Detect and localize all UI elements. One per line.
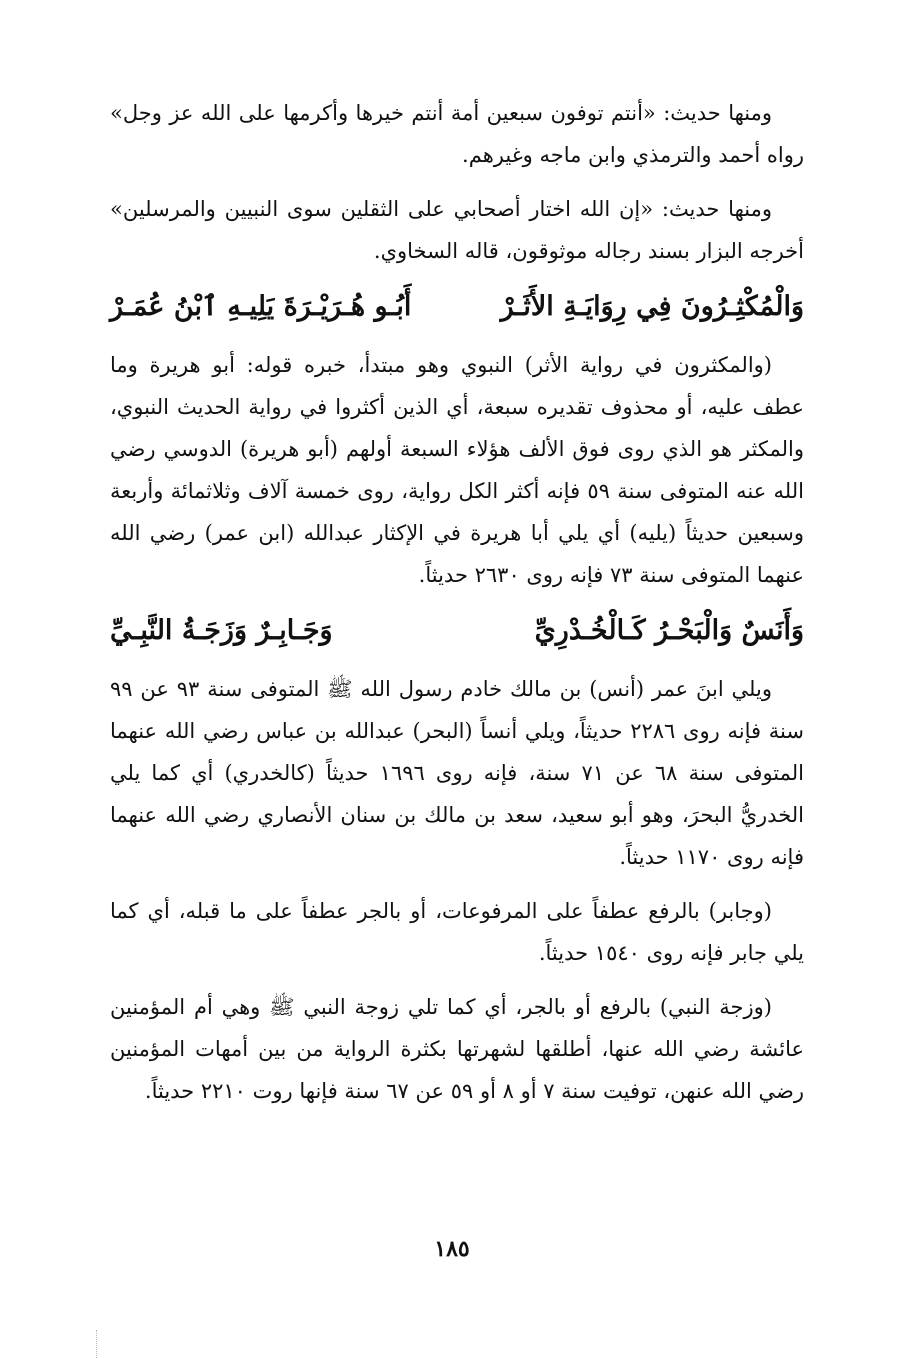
commentary-paragraph-4: (وزجة النبي) بالرفع أو بالجر، أي كما تلي زوجة النبي ﷺ وهي أم المؤمنين عائشة رضي الله عنها، أطلقها لشهرتها بكثرة الرواية من بين أمهات المؤمنين رضي الله عنهن، توفيت سنة ٧ أو ٨ أو ٥٩ عن ٦٧ سنة فإنها روت ٢٢١٠ حديثاً. (110, 995, 804, 1103)
verse-2-first-hemistich: وَأَنَسٌ وَالْبَحْـرُ كَـالْخُـدْرِيِّ (534, 615, 804, 646)
commentary-paragraph-3: (وجابر) بالرفع عطفاً على المرفوعات، أو بالجر عطفاً على ما قبله، أي كما يلي جابر فإنه روى ١٥٤٠ حديثاً. (110, 899, 804, 965)
intro-paragraph-1: ومنها حديث: «أنتم توفون سبعين أمة أنتم خيرها وأكرمها على الله عز وجل» رواه أحمد والترمذي وابن ماجه وغيرهم. (110, 101, 804, 167)
poem-verse-2 (110, 606, 804, 656)
page-body (110, 92, 804, 1112)
intro-paragraph-2: ومنها حديث: «إن الله اختار أصحابي على الثقلين سوى النبيين والمرسلين» أخرجه البزار بسند رجاله موثوقون، قاله السخاوي. (110, 197, 804, 263)
page-number: ١٨٥ (434, 1236, 470, 1262)
scan-margin-mark (96, 1330, 101, 1358)
verse-1-first-hemistich: وَالْمُكْثِـرُونَ فِي رِوَايَـةِ الأَثَـرْ (500, 291, 804, 322)
verse-2-second-hemistich: وَجَـابِـرٌ وَزَجَـةُ النَّبِـيِّ (110, 615, 333, 646)
commentary-paragraph-1: (والمكثرون في رواية الأثر) النبوي وهو مبتدأ، خبره قوله: أبو هريرة وما عطف عليه، أو محذوف تقديره سبعة، أي الذين أكثروا في رواية الحديث النبوي، والمكثر هو الذي روى فوق الألف هؤلاء السبعة أولهم (أبو هريرة) الدوسي رضي الله عنه المتوفى سنة ٥٩ فإنه أكثر الكل رواية، روى خمسة آلاف وثلاثمائة وأربعة وسبعين حديثاً (يليه) أي يلي أبا هريرة في الإكثار عبدالله (ابن عمر) رضي الله عنهما المتوفى سنة ٧٣ فإنه روى ٢٦٣٠ حديثاً. (110, 353, 805, 587)
poem-verse-1 (110, 282, 804, 332)
commentary-paragraph-2: ويلي ابنَ عمر (أنس) بن مالك خادم رسول الله ﷺ المتوفى سنة ٩٣ عن ٩٩ سنة فإنه روى ٢٢٨٦ حديثاً، ويلي أنساً (البحر) عبدالله بن عباس رضي الله عنهما المتوفى سنة ٦٨ عن ٧١ سنة، فإنه روى ١٦٩٦ حديثاً (كالخدري) أي كما يلي الخدريُّ البحرَ، وهو أبو سعيد، سعد بن مالك بن سنان الأنصاري رضي الله عنهما فإنه روى ١١٧٠ حديثاً. (110, 677, 805, 869)
verse-1-second-hemistich: أَبُـو هُـرَيْـرَةَ يَلِيـهِ ٱبْنُ عُمَـرْ (110, 291, 412, 322)
